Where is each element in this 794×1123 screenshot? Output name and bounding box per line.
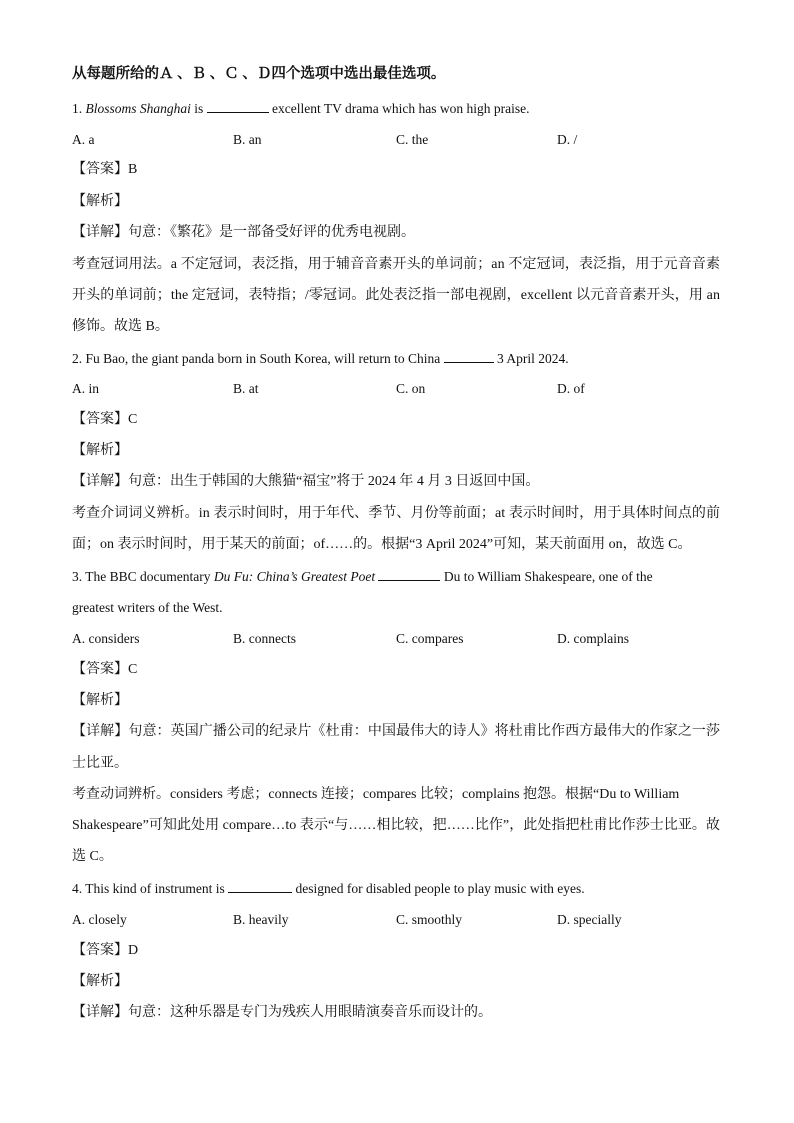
detail-line: 开头的单词前；the 定冠词，表特指；/零冠词。此处表泛指一部电视剧，excellent 以元音音素开头，用 an — [72, 288, 721, 303]
drama-title: Blossoms Shanghai — [85, 101, 191, 116]
option-a: A. closely — [72, 912, 127, 927]
answer-blank — [207, 98, 269, 113]
answer-blank — [228, 878, 292, 893]
question-number: 4. — [72, 881, 83, 896]
detail-line: 修饰。故选 B。 — [72, 319, 169, 334]
answer-label: 【答案】C — [72, 662, 138, 677]
detail-line: 面；on 表示时间时，用于某天的前面；of……的。根据“3 April 2024”可知，某天前面用 on，故选 C。 — [72, 537, 692, 552]
detail-line: 选 C。 — [72, 849, 113, 864]
option-a: A. considers — [72, 631, 140, 646]
question-3-stem-continued: greatest writers of the West. — [72, 600, 223, 615]
option-b: B. at — [233, 381, 259, 396]
answer-label: 【答案】C — [72, 412, 138, 427]
option-a: A. in — [72, 381, 99, 396]
analysis-label: 【解析】 — [72, 974, 128, 989]
question-4-stem: 4. This kind of instrument is designed for disabled people to play music with eyes. — [72, 878, 585, 899]
analysis-label: 【解析】 — [72, 194, 128, 209]
answer-label: 【答案】D — [72, 943, 139, 958]
option-d: D. complains — [557, 631, 629, 646]
question-2-stem: 2. Fu Bao, the giant panda born in South Korea, will return to China 3 April 2024. — [72, 348, 569, 369]
section-instruction: 从每题所给的Ａ 、Ｂ 、Ｃ 、Ｄ四个选项中选出最佳选项。 — [72, 66, 446, 82]
option-b: B. connects — [233, 631, 296, 646]
detail-line: 士比亚。 — [72, 756, 128, 771]
answer-blank — [444, 348, 494, 363]
question-1-stem: 1. Blossoms Shanghai is excellent TV drama which has won high praise. — [72, 98, 529, 119]
detail-line: Shakespeare”可知此处用 compare…to 表示“与……相比较，把……比作”，此处指把杜甫比作莎士比亚。故 — [72, 818, 721, 833]
answer-blank — [378, 566, 440, 581]
option-b: B. heavily — [233, 912, 289, 927]
documentary-title: Du Fu: China’s Greatest Poet — [213, 569, 376, 584]
detail-line: 【详解】句意：《繁花》是一部备受好评的优秀电视剧。 — [72, 225, 415, 240]
option-d: D. / — [557, 132, 578, 147]
question-number: 2. — [72, 351, 83, 366]
detail-line: 考查介词词义辨析。in 表示时间时，用于年代、季节、月份等前面；at 表示时间时，用于具体时间点的前 — [72, 506, 721, 521]
option-b: B. an — [233, 132, 262, 147]
detail-line: 【详解】句意：英国广播公司的纪录片《杜甫：中国最伟大的诗人》将杜甫比作西方最伟大的作家之一莎 — [72, 724, 721, 739]
option-d: D. specially — [557, 912, 622, 927]
detail-line: 考查动词辨析。considers 考虑；connects 连接；compares 比较；complains 抱怨。根据“Du to William — [72, 787, 680, 802]
analysis-label: 【解析】 — [72, 443, 128, 458]
question-number: 1. — [72, 101, 83, 116]
detail-line: 考查冠词用法。a 不定冠词，表泛指，用于辅音音素开头的单词前；an 不定冠词，表泛指，用于元音音素 — [72, 257, 721, 272]
analysis-label: 【解析】 — [72, 693, 128, 708]
question-3-stem: 3. The BBC documentary Du Fu: China’s Greatest Poet Du to William Shakespeare, one of the — [72, 566, 653, 587]
option-d: D. of — [557, 381, 585, 396]
answer-label: 【答案】B — [72, 162, 138, 177]
question-number: 3. — [72, 569, 83, 584]
detail-line: 【详解】句意：这种乐器是专门为残疾人用眼睛演奏音乐而设计的。 — [72, 1005, 492, 1020]
option-c: C. on — [396, 381, 426, 396]
option-c: C. compares — [396, 631, 464, 646]
option-a: A. a — [72, 132, 95, 147]
option-c: C. smoothly — [396, 912, 463, 927]
option-c: C. the — [396, 132, 429, 147]
detail-line: 【详解】句意：出生于韩国的大熊猫“福宝”将于 2024 年 4 月 3 日返回中国。 — [72, 474, 540, 489]
